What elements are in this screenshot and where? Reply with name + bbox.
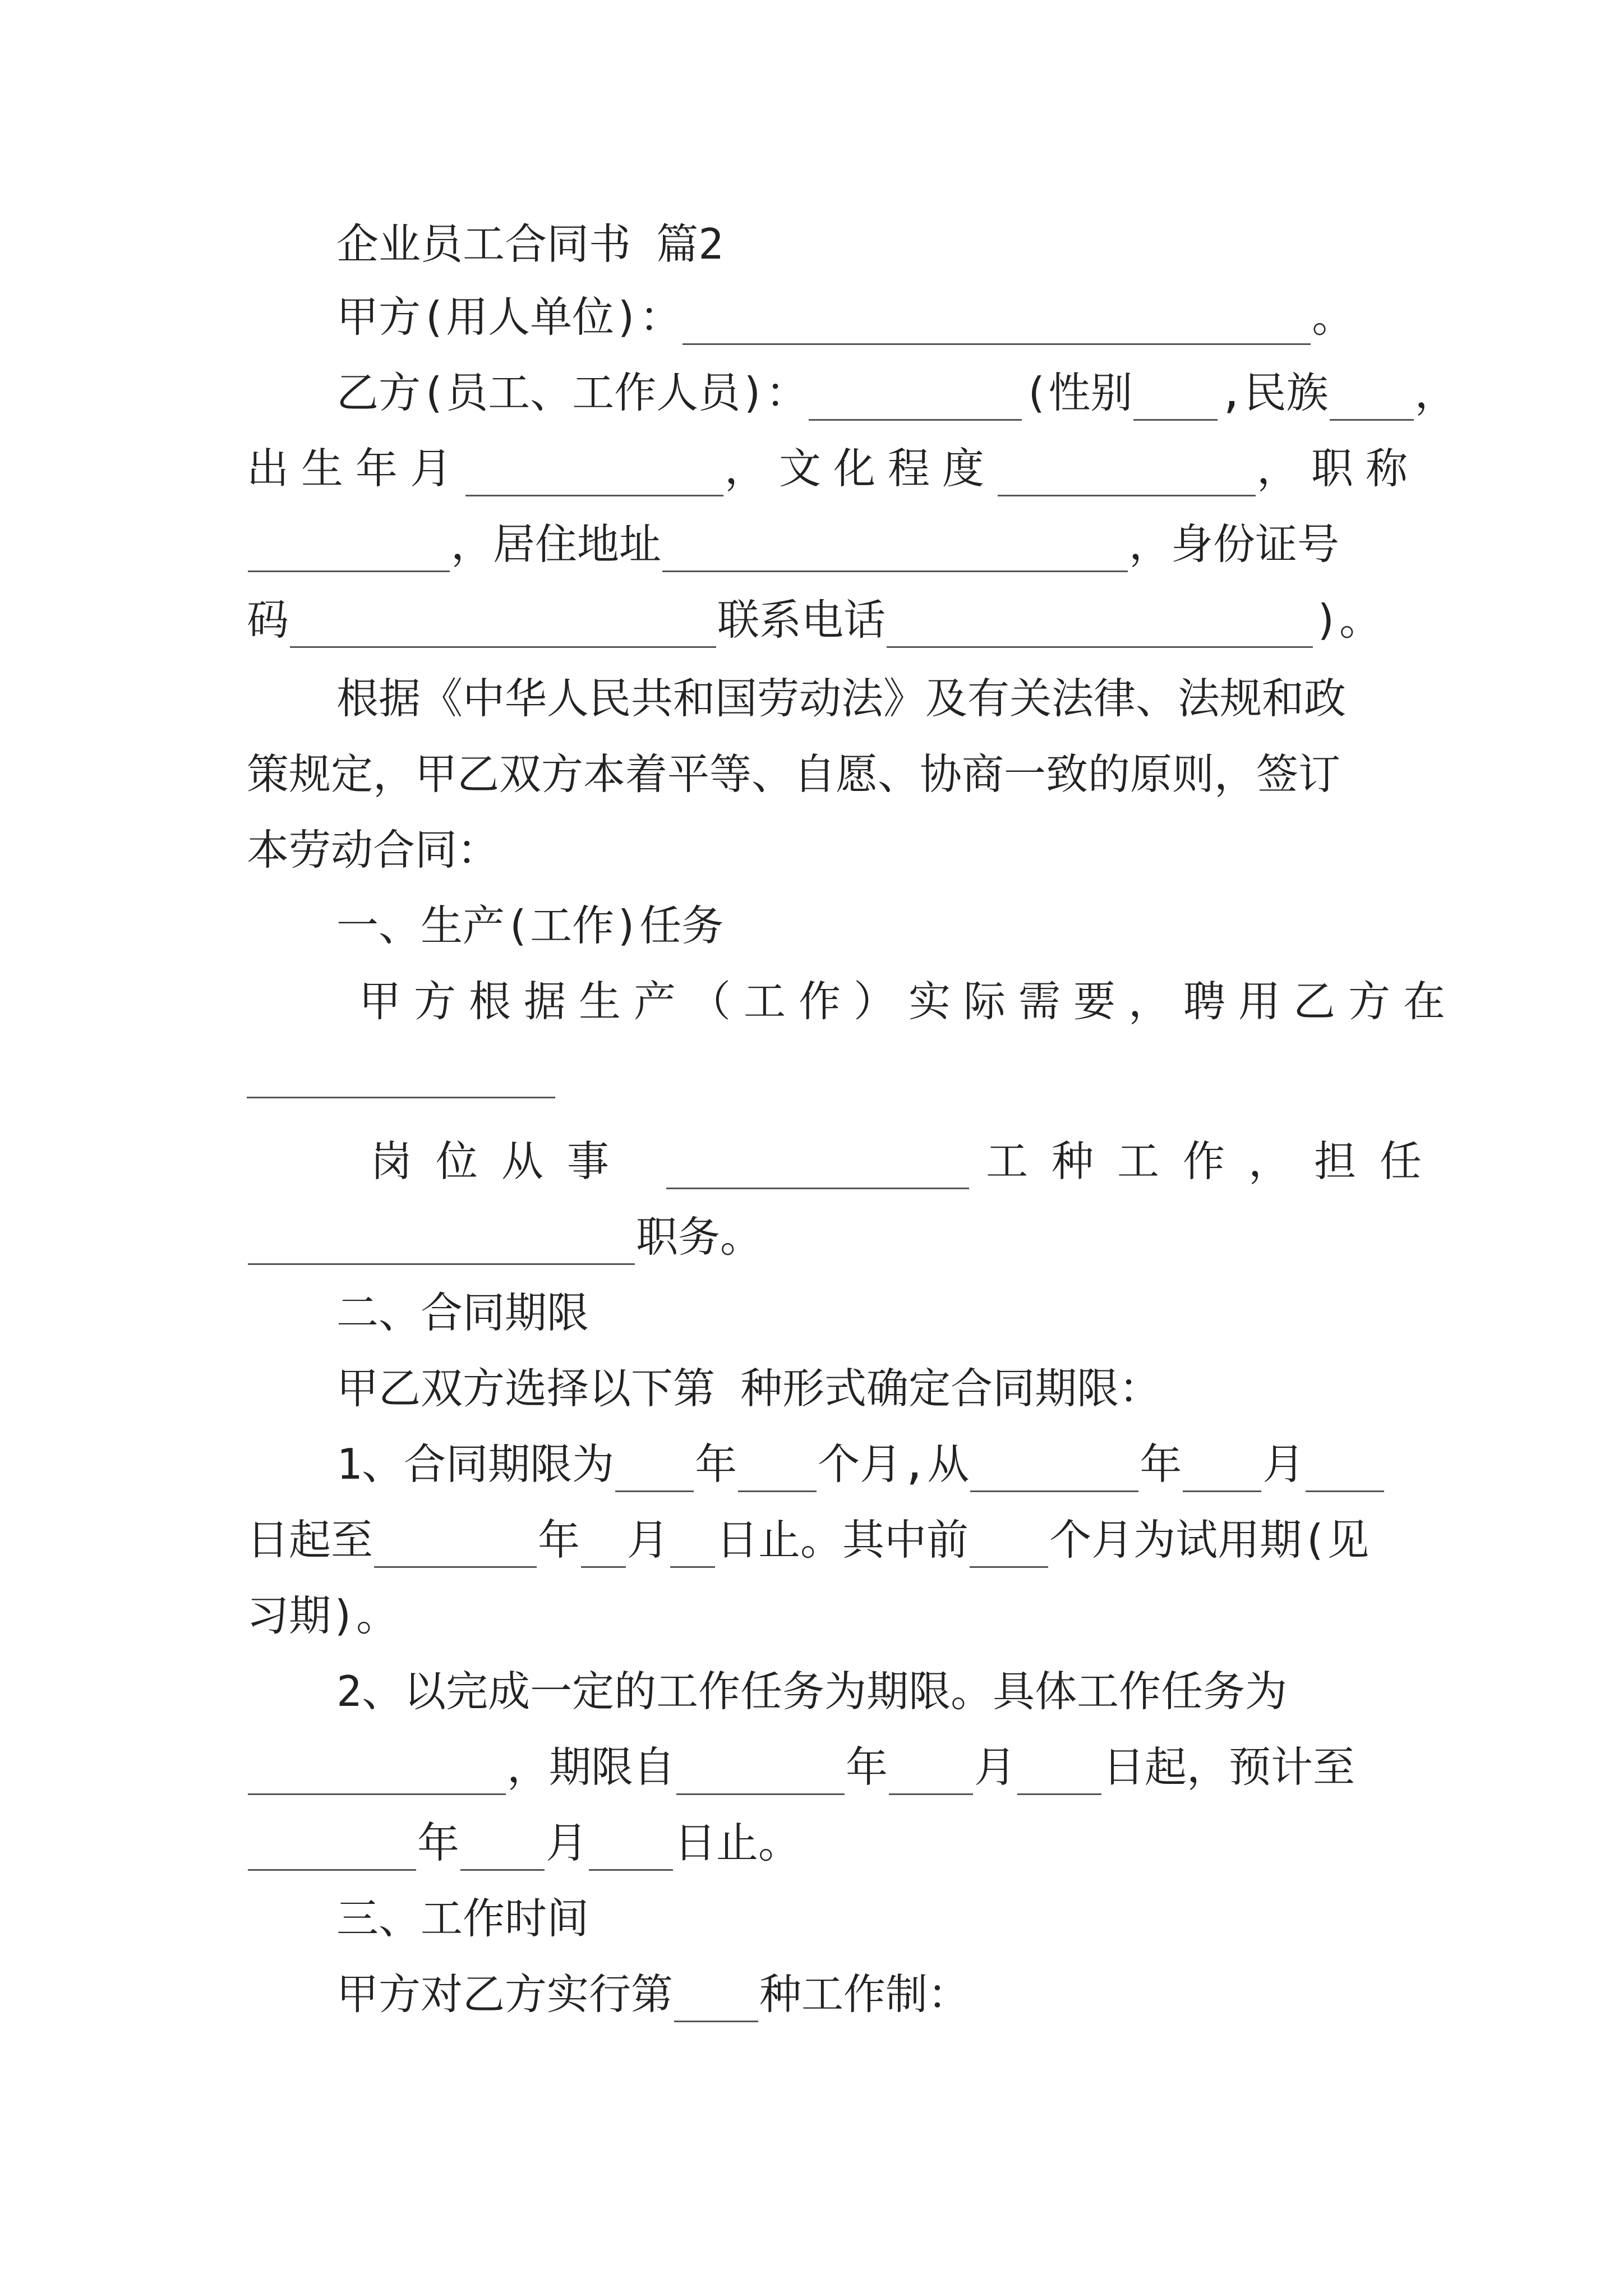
party-b-line: 乙方(员工、工作人员)： (性别 ,民族 ， xyxy=(336,365,1402,421)
gender-blank[interactable] xyxy=(1133,375,1218,421)
section-1-heading: 一、生产(工作)任务 xyxy=(336,901,724,950)
party-b-line-4: 码 联系电话 )。 xyxy=(247,592,1402,648)
months-blank[interactable] xyxy=(738,1447,817,1492)
option-1-line-3: 习期)。 xyxy=(247,1591,399,1640)
address-blank[interactable] xyxy=(662,527,1128,572)
party-a-line: 甲方(用人单位)： 。 xyxy=(336,289,1402,345)
section-3-heading: 三、工作时间 xyxy=(336,1894,589,1943)
section-2-heading: 二、合同期限 xyxy=(336,1288,589,1337)
id-number-blank[interactable] xyxy=(290,602,716,648)
intro-line-3: 本劳动合同： xyxy=(247,825,500,875)
section-1-line-2: 岗位从事 工种工作，担任 xyxy=(370,1133,1402,1189)
option-1-line-2: 日起至 年 月 日止。其中前 个月为试用期(见 xyxy=(247,1512,1402,1568)
document-title: 企业员工合同书 篇2 xyxy=(336,219,724,269)
task-end-day-blank[interactable] xyxy=(589,1825,673,1871)
work-type-blank[interactable] xyxy=(666,1144,969,1189)
trial-months-blank[interactable] xyxy=(970,1522,1048,1568)
option-2-line-2: ，期限自 年 月 日起，预计至 xyxy=(247,1739,1402,1795)
start-month-blank[interactable] xyxy=(1183,1447,1261,1492)
option-1-line-1: 1、合同期限为 年 个月,从 年 月 xyxy=(336,1436,1402,1492)
section-2-choose: 甲乙双方选择以下第 种形式确定合同期限： xyxy=(336,1364,1161,1413)
position-blank[interactable] xyxy=(247,1097,555,1098)
years-blank[interactable] xyxy=(615,1447,694,1492)
task-start-day-blank[interactable] xyxy=(1017,1750,1101,1795)
intro-line-1: 根据《中华人民共和国劳动法》及有关法律、法规和政 xyxy=(336,674,1347,723)
ethnic-blank[interactable] xyxy=(1330,375,1414,421)
section-1-line-1: 甲方根据生产（工作）实际需要，聘用乙方在 xyxy=(359,977,1459,1026)
section-1-line-3: 职务。 xyxy=(247,1209,1402,1265)
end-year-blank[interactable] xyxy=(374,1522,537,1568)
work-system-blank[interactable] xyxy=(674,1977,758,2022)
option-2-line-3: 年 月 日止。 xyxy=(247,1815,1402,1871)
education-blank[interactable] xyxy=(998,451,1256,496)
title-blank[interactable] xyxy=(248,527,450,572)
party-a-blank[interactable] xyxy=(683,300,1311,345)
end-month-blank[interactable] xyxy=(581,1522,626,1568)
party-b-line-2: 出生年月 ，文化程度 ，职称 xyxy=(247,440,1402,496)
phone-blank[interactable] xyxy=(887,602,1313,648)
task-start-year-blank[interactable] xyxy=(676,1750,845,1795)
intro-line-2: 策规定，甲乙双方本着平等、自愿、协商一致的原则，签订 xyxy=(247,749,1341,799)
section-3-line: 甲方对乙方实行第 种工作制： xyxy=(336,1966,1402,2022)
task-end-year-blank[interactable] xyxy=(248,1825,416,1871)
end-day-blank[interactable] xyxy=(670,1522,715,1568)
start-year-blank[interactable] xyxy=(970,1447,1138,1492)
birth-blank[interactable] xyxy=(465,451,723,496)
task-end-month-blank[interactable] xyxy=(460,1825,545,1871)
task-blank[interactable] xyxy=(248,1750,506,1795)
option-2-line-1: 2、以完成一定的工作任务为期限。具体工作任务为 xyxy=(336,1667,1288,1716)
duty-blank[interactable] xyxy=(248,1220,635,1265)
task-start-month-blank[interactable] xyxy=(889,1750,973,1795)
party-b-line-3: ，居住地址 ，身份证号 xyxy=(247,516,1402,572)
start-day-blank[interactable] xyxy=(1306,1447,1384,1492)
name-blank[interactable] xyxy=(809,375,1022,421)
